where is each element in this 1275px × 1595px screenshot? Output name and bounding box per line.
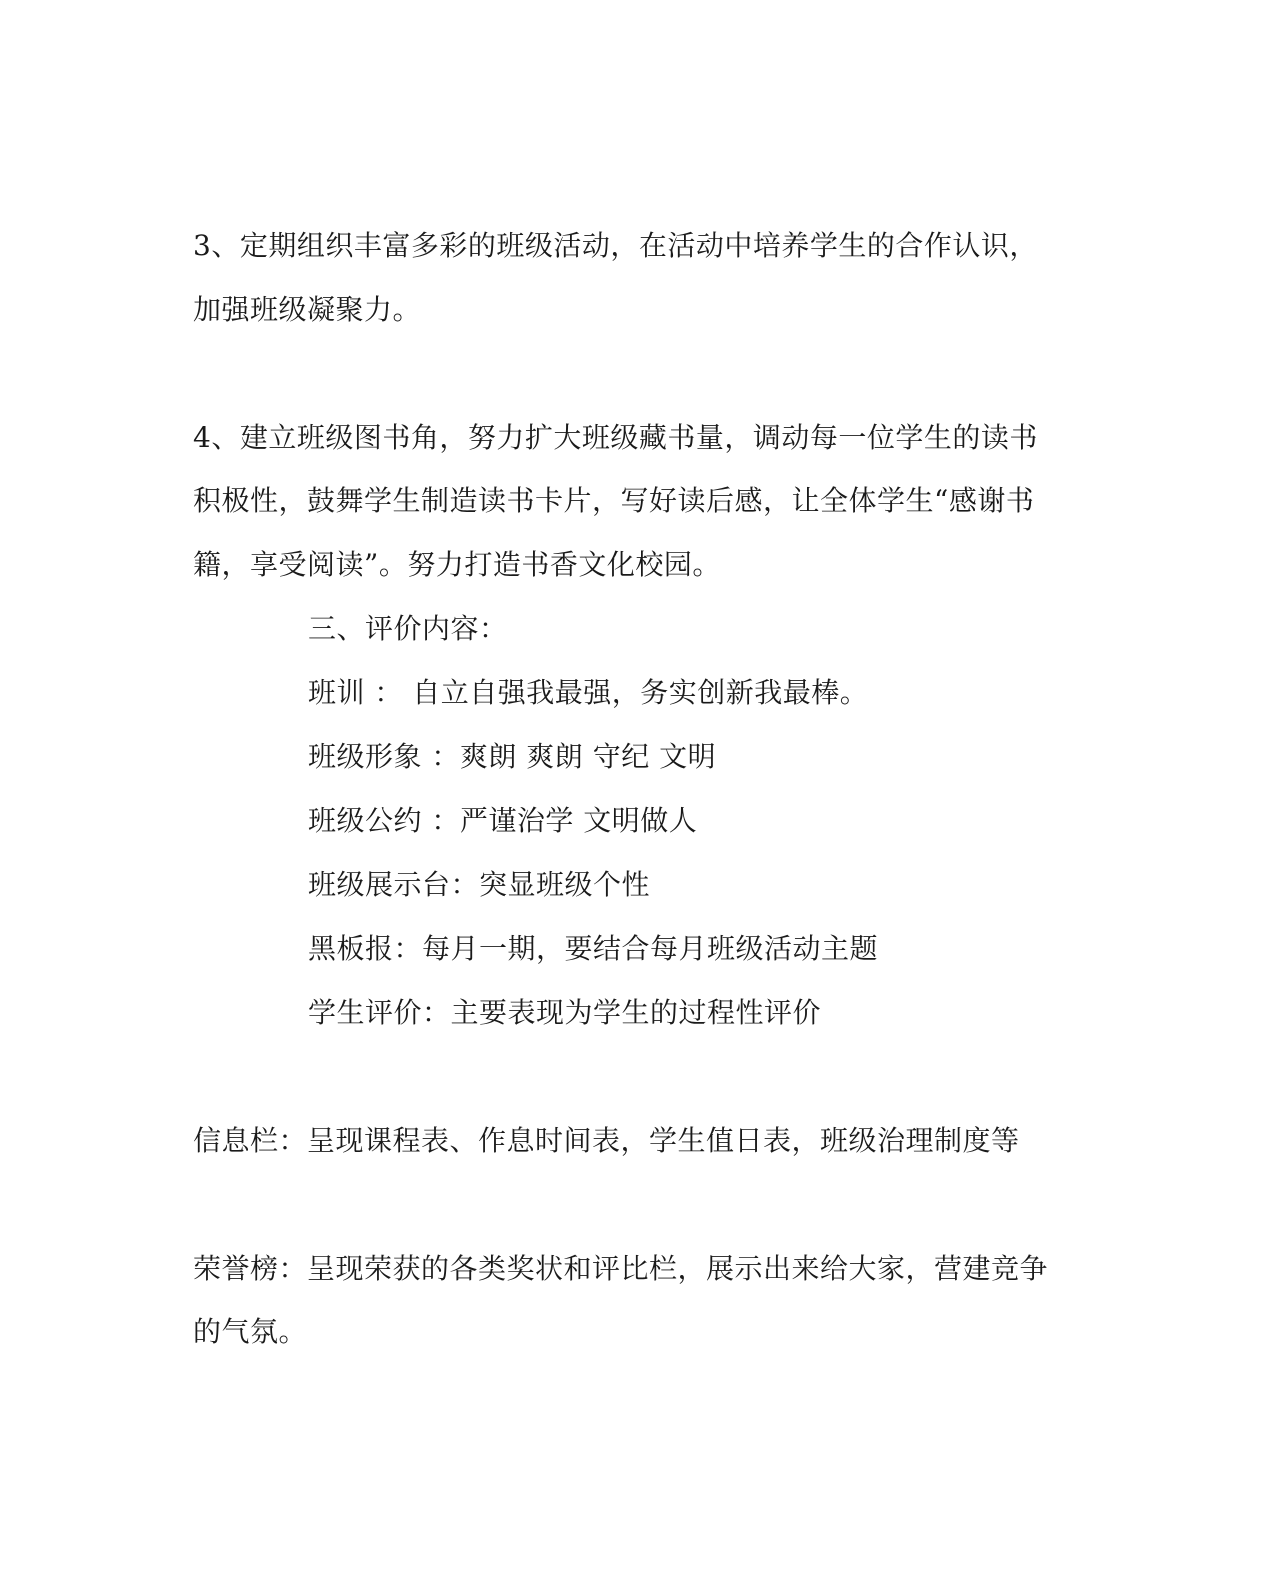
honor-line2: 的气氛。: [193, 1315, 308, 1348]
item3-line1: 3、定期组织丰富多彩的班级活动，在活动中培养学生的合作认识，: [193, 229, 1038, 262]
student-evaluation: 学生评价：主要表现为学生的过程性评价: [308, 996, 822, 1029]
class-showcase: 班级展示台：突显班级个性: [308, 868, 651, 901]
class-motto: 班训 ： 自立自强我最强，务实创新我最棒。: [308, 676, 869, 709]
item3-line2: 加强班级凝聚力。: [193, 293, 422, 326]
honor-line1: 荣誉榜：呈现荣获的各类奖状和评比栏，展示出来给大家，营建竞争: [193, 1252, 1049, 1285]
class-pact: 班级公约 ：严谨治学 文明做人: [308, 804, 698, 837]
section3-heading: 三、评价内容：: [308, 612, 508, 645]
info-board: 信息栏：呈现课程表、作息时间表，学生值日表，班级治理制度等: [193, 1124, 1020, 1157]
item4-line3: 籍，享受阅读”。努力打造书香文化校园。: [193, 548, 721, 581]
blackboard-newspaper: 黑板报：每月一期，要结合每月班级活动主题: [308, 932, 879, 965]
item4-line2: 积极性，鼓舞学生制造读书卡片，写好读后感，让全体学生“感谢书: [193, 484, 1035, 517]
class-image: 班级形象 ：爽朗 爽朗 守纪 文明: [308, 740, 717, 773]
item4-line1: 4、建立班级图书角，努力扩大班级藏书量，调动每一位学生的读书: [193, 421, 1038, 454]
